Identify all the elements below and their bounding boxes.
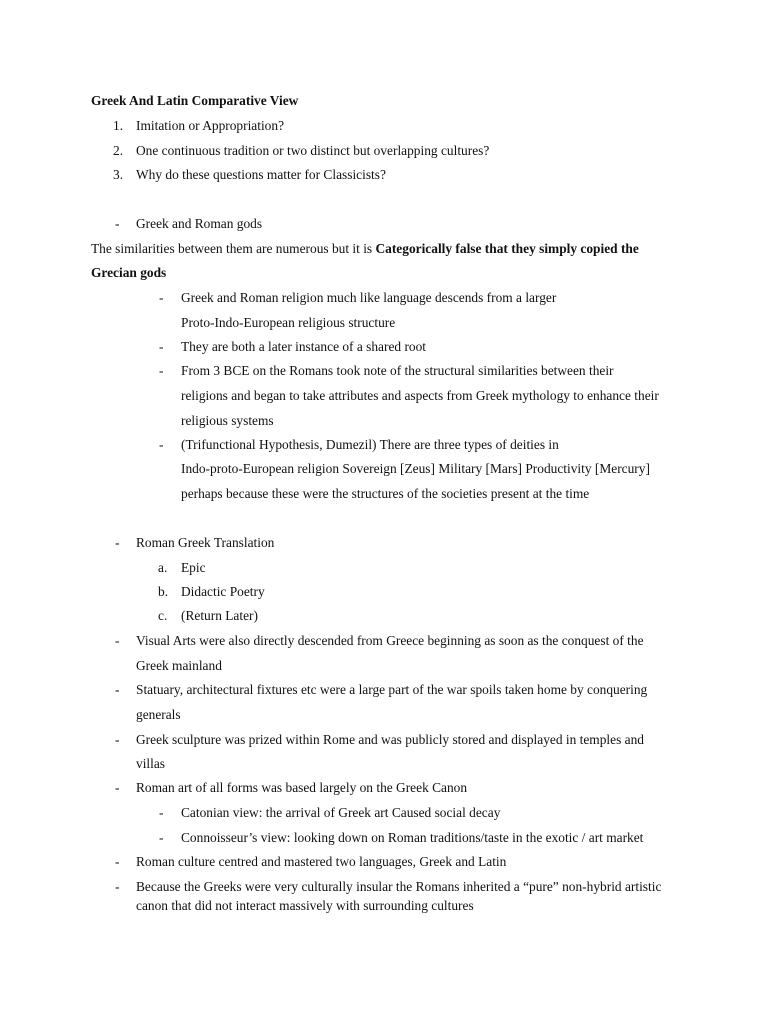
point-line: (Trifunctional Hypothesis, Dumezil) There are three types of deities in (181, 437, 559, 452)
bullet-marker: - (115, 879, 120, 894)
intro-plain-text: The similarities between them are numerous but it is (91, 241, 376, 256)
point-line: Roman art of all forms was based largely on the Greek Canon (136, 780, 468, 795)
list-marker: 1. (113, 118, 124, 133)
point-line: religious systems (181, 413, 274, 428)
point-line: canon that did not interact massively with surrounding cultures (136, 898, 474, 913)
intro-bold-text-continued: Grecian gods (91, 265, 167, 280)
question-item: Imitation or Appropriation? (136, 118, 285, 133)
bullet-marker: - (159, 805, 164, 820)
point-line: Roman culture centred and mastered two languages, Greek and Latin (136, 854, 507, 869)
list-marker: 2. (113, 143, 124, 158)
point-line: generals (136, 707, 181, 722)
bullet-marker: - (115, 535, 120, 550)
point-line: Because the Greeks were very culturally insular the Romans inherited a “pure” non-hybrid artistic (136, 879, 662, 894)
bullet-marker: - (159, 290, 164, 305)
gods-intro-paragraph (91, 241, 639, 257)
list-marker: b. (158, 584, 169, 599)
bullet-marker: - (159, 830, 164, 845)
point-line: religions and began to take attributes and aspects from Greek mythology to enhance their (181, 388, 659, 403)
point-line: Proto-Indo-European religious structure (181, 315, 396, 330)
point-line: Greek and Roman religion much like language descends from a larger (181, 290, 557, 305)
section-heading-gods: Greek and Roman gods (136, 216, 263, 231)
bullet-marker: - (115, 732, 120, 747)
bullet-marker: - (159, 339, 164, 354)
intro-bold-text: Categorically false that they simply copied the (375, 241, 639, 256)
point-line: Greek sculpture was prized within Rome and was publicly stored and displayed in temples and (136, 732, 644, 747)
page-title: Greek And Latin Comparative View (91, 93, 299, 108)
list-marker: 3. (113, 167, 124, 182)
point-line: They are both a later instance of a shared root (181, 339, 427, 354)
question-item: Why do these questions matter for Classicists? (136, 167, 386, 182)
bullet-marker: - (159, 437, 164, 452)
point-line: villas (136, 756, 166, 771)
translation-item: (Return Later) (181, 608, 258, 623)
list-marker: c. (158, 608, 168, 623)
point-line: perhaps because these were the structures of the societies present at the time (181, 486, 590, 501)
bullet-marker: - (115, 633, 120, 648)
bullet-marker: - (115, 780, 120, 795)
list-marker: a. (158, 560, 168, 575)
view-item: Connoisseur’s view: looking down on Roman traditions/taste in the exotic / art market (181, 830, 644, 845)
bullet-marker: - (115, 682, 120, 697)
point-line: Visual Arts were also directly descended from Greece beginning as soon as the conquest of the (136, 633, 644, 648)
view-item: Catonian view: the arrival of Greek art Caused social decay (181, 805, 501, 820)
point-line: Statuary, architectural fixtures etc were a large part of the war spoils taken home by conquering (136, 682, 648, 697)
bullet-marker: - (159, 363, 164, 378)
translation-item: Didactic Poetry (181, 584, 265, 599)
translation-item: Epic (181, 560, 206, 575)
question-item: One continuous tradition or two distinct but overlapping cultures? (136, 143, 490, 158)
section-heading-translation: Roman Greek Translation (136, 535, 275, 550)
bullet-marker: - (115, 216, 120, 231)
point-line: Indo-proto-European religion Sovereign [Zeus] Military [Mars] Productivity [Mercury] (181, 461, 650, 476)
bullet-marker: - (115, 854, 120, 869)
point-line: Greek mainland (136, 658, 222, 673)
point-line: From 3 BCE on the Romans took note of the structural similarities between their (181, 363, 614, 378)
